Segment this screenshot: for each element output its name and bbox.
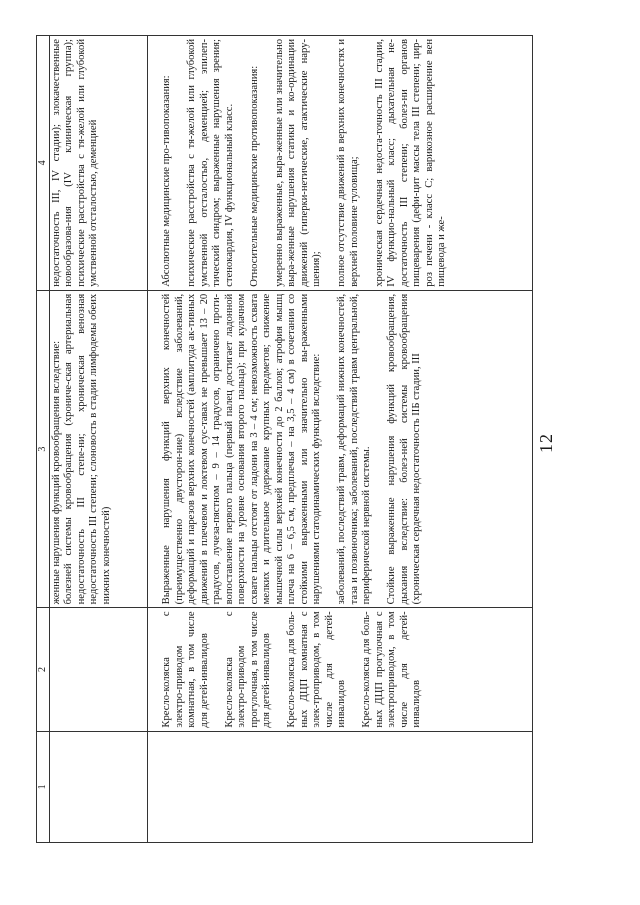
contraindication-continuation-cell: недостаточность III, IV стадии); злокачественные новообразова-ния (IV клиническая группа); психические расстройства с тя-желой или глубокой умственной отсталостью, деменцией	[49, 36, 147, 291]
column-header-3: 3	[37, 290, 50, 608]
page-number: 12	[536, 433, 556, 453]
indication-continuation-cell: женные нарушения функций кровообращения вследствие: болезней системы кровообращения (хрониче-ская артериальная недостаточность III степе-ни; хроническая венозная недостаточность III степени; слоновость в стадии лимфодемы обеих нижних конечностей)	[49, 290, 147, 608]
device-item: Кресло-коляска для боль-ных ДЦП комнатная с элек-троприводом, в том числе для детей-инвалидов	[286, 611, 348, 728]
column-header-2: 2	[37, 608, 50, 731]
contraindication-paragraph: умеренно выраженные, выра-женные или значительно выра-женные нарушения статики и ко-ординации движений (гиперки-нетические, атактические нару-шения);	[273, 39, 323, 287]
contraindication-paragraph: полное отсутствие движений в верхних конечностях и верхней половине туловища;	[336, 39, 360, 287]
device-item: Кресло-коляска с электро-приводом прогулочная, в том числе для детей-инвалидов	[223, 611, 273, 728]
column-header-4: 4	[37, 36, 50, 291]
device-item: Кресло-коляска для боль-ных ДЦП прогулочная с электроприводом, в том числе для детей-инвалидов	[361, 611, 423, 728]
rotated-page-sheet	[36, 35, 596, 843]
contraindication-paragraph: психические расстройства с тя-желой или глубокой умственной отсталостью, деменцией; эпилеп-тический синдром; выраженные нарушения зрения; стенокардия, IV функциональный класс.	[186, 39, 235, 287]
header-row	[37, 36, 50, 843]
contraindications-cell	[147, 36, 532, 291]
contraindication-paragraph: хроническая сердечная недоста-точность III стадии, IV функцио-нальный класс; дыхательная не-достаточность III степени; болез-ни органов пищеварения (дефи-цит массы тела III степени; цир-роз печени - класс С; варикозное расширение вен пищевода и же-	[373, 39, 448, 287]
contraindication-heading: Абсолютные медицинские про-тивопоказания:	[161, 75, 173, 287]
table-row-wheelchairs	[147, 36, 532, 843]
cell-empty	[147, 731, 532, 842]
medical-devices-table	[36, 35, 533, 843]
device-list-cell	[147, 608, 532, 731]
indications-cell	[147, 290, 532, 608]
indication-paragraph: Стойкие выраженные нарушения функций кровообращения, дыхания вследствие: болез-ней системы кровообращения (хроническая сердечная недостаточность IIБ стадии, III	[386, 293, 423, 605]
table-row-continuation	[49, 36, 147, 843]
indication-paragraph: заболеваний, последствий травм, деформаций нижних конечностей, таза и позвоночника; заболеваний, последствий травм центральной, периферической нервной системы.	[336, 293, 373, 605]
contraindication-heading: Относительные медицинские противопоказания:	[248, 65, 260, 287]
cell-empty	[49, 608, 147, 731]
column-header-1: 1	[37, 731, 50, 842]
indication-paragraph: Выраженные нарушения функций верхних конечностей (преимущественно двусторон-ние) вследствие заболеваний, деформаций и парезов верхних конечностей (амплитуда ак-тивных движений в плечевом и локтевом сус-тавах не превышает 13 – 20 градусов, лучеза-пястном – 9 – 14 градусов, ограничено проти-вопоставление первого пальца (первый палец достигает ладонной поверхности на уровне основания второго пальца); при кулачном схвате пальцы отстоят от ладони на 3 – 4 см; невозможность схвата мелких и длительное удержание крупных предметов; снижение мышечной силы верхней конечности до 2 баллов; атрофия мышц плеча на 6 – 6,5 см, предплечья – на 3,5 – 4 см) в сочетании со стойкими выраженными или значительно вы-раженными нарушениями статодинамических функций вследствие:	[161, 293, 323, 605]
cell-empty	[49, 731, 147, 842]
device-item: Кресло-коляска с электро-приводом комнатная, в том числе для детей-инвалидов	[161, 611, 210, 728]
